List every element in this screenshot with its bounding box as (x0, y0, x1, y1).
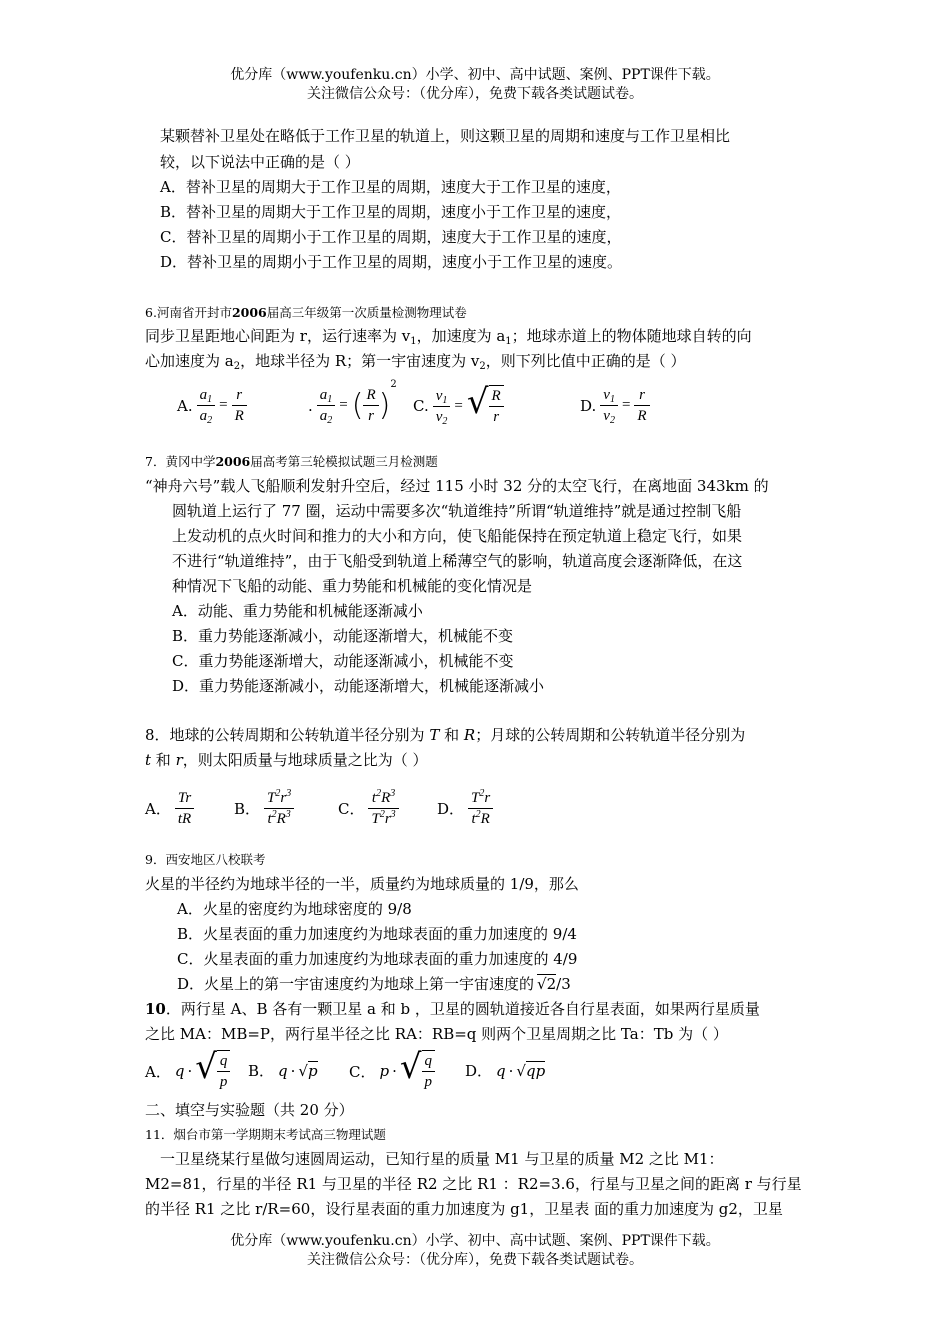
q10-option-c: C． p · √ $\frac{q}{p}$ (349, 1050, 435, 1092)
q5-option-c: C．替补卫星的周期小于工作卫星的周期，速度大于工作卫星的速度， (160, 228, 622, 246)
q7-stem-line2: 圆轨道上运行了 77 圈，运动中需要多次“轨道维持”所谓“轨道维持”就是通过控制飞船 (172, 502, 742, 520)
q8-stem-line1: 8．地球的公转周期和公转轨道半径分别为 T 和 R；月球的公转周期和公转轨道半径分别为 (145, 726, 746, 744)
q9-option-d: D．火星上的第一宇宙速度约为地球上第一宇宙速度的 √2/3 (177, 975, 571, 993)
q6-stem-line1: 同步卫星距地心间距为 r，运行速率为 $v_1$，加速度为 $a_1$；地球赤道上的物体随地球自转的向 (145, 327, 752, 347)
q6-option-a: A. $\frac{a_1}{a_2}$ = $\frac{r}{R}$ (177, 385, 247, 426)
q9-option-c: C．火星表面的重力加速度约为地球表面的重力加速度的 4/9 (177, 950, 578, 968)
q6-option-b: . $\frac{a_1}{a_2}$ = ( $\frac{R}{r}$ ) 2 (308, 379, 397, 426)
q10-stem-line2: 之比 MA：MB=P，两行星半径之比 RA：RB=q 则两个卫星周期之比 Ta：Tb 为（ ） (145, 1025, 728, 1043)
q10-stem-line1: 10．两行星 A、B 各有一颗卫星 a 和 b ，卫星的圆轨道接近各自行星表面，如果两行星质量 (145, 1000, 760, 1018)
q7-stem-line5: 种情况下飞船的动能、重力势能和机械能的变化情况是 (172, 577, 533, 595)
q8-option-b: B． $\frac{T^2r^3}{t^2R^3}$ (234, 788, 294, 829)
q8-option-d: D． $\frac{T^2r}{t^2R}$ (437, 788, 493, 829)
q11-stem-line1: 一卫星绕某行星做匀速圆周运动，已知行星的质量 M1 与卫星的质量 M2 之比 M1： (160, 1150, 724, 1168)
q6-option-c: C. $\frac{v_1}{v_2}$ = √ $\frac{R}{r}$ (413, 385, 504, 427)
q8-option-c: C． $\frac{t^2R^3}{T^2r^3}$ (338, 788, 399, 829)
q9-option-a: A．火星的密度约为地球密度的 9/8 (177, 900, 412, 918)
q10-option-a: A． q · √ $\frac{q}{p}$ (145, 1050, 230, 1092)
q5-stem-line1: 某颗替补卫星处在略低于工作卫星的轨道上，则这颗卫星的周期和速度与工作卫星相比 (160, 127, 731, 145)
page-header-line2: 关注微信公众号：（优分库），免费下载各类试题试卷。 (307, 86, 643, 102)
page-footer-line1: 优分库（www.youfenku.cn）小学、初中、高中试题、案例、PPT课件下载。 (230, 1233, 720, 1249)
q7-stem-line4: 不进行“轨道维持”，由于飞船受到轨道上稀薄空气的影响，轨道高度会逐渐降低，在这 (172, 552, 743, 570)
q11-stem-line3: 的半径 R1 之比 r/R=60，设行星表面的重力加速度为 g1，卫星表 面的重力加速度为 g2，卫星 (145, 1200, 783, 1218)
q5-option-b: B．替补卫星的周期大于工作卫星的周期，速度小于工作卫星的速度， (160, 203, 622, 221)
q10-option-b: B． q · √ p (248, 1061, 318, 1080)
q9-stem: 火星的半径约为地球半径的一半，质量约为地球质量的 1/9，那么 (145, 875, 579, 893)
q9-option-b: B．火星表面的重力加速度约为地球表面的重力加速度的 9/4 (177, 925, 577, 943)
q10-option-d: D． q · √ qp (465, 1061, 546, 1080)
q6-source: 6.河南省开封市2006届高三年级第一次质量检测物理试卷 (145, 305, 467, 320)
q6-stem-line2: 心加速度为 $a_2$，地球半径为 R；第一宇宙速度为 $v_2$，则下列比值中正确的是（ ） (145, 352, 686, 372)
q6-option-d: D. $\frac{v_1}{v_2}$ = $\frac{r}{R}$ (580, 385, 650, 426)
q5-option-d: D．替补卫星的周期小于工作卫星的周期，速度小于工作卫星的速度。 (160, 253, 623, 271)
q7-option-d: D．重力势能逐渐减小，动能逐渐增大，机械能逐渐减小 (172, 677, 545, 695)
q9-source: 9．西安地区八校联考 (145, 852, 266, 867)
q7-source: 7．黄冈中学2006届高考第三轮模拟试题三月检测题 (145, 454, 438, 469)
q7-stem-line3: 上发动机的点火时间和推力的大小和方向，使飞船能保持在预定轨道上稳定飞行，如果 (172, 527, 743, 545)
q11-stem-line2: M2=81，行星的半径 R1 与卫星的半径 R2 之比 R1 ：R2=3.6，行星与卫星之间的距离 r 与行星 (145, 1175, 802, 1193)
q8-stem-line2: t 和 r，则太阳质量与地球质量之比为（ ） (145, 751, 428, 769)
page-header-line1: 优分库（www.youfenku.cn）小学、初中、高中试题、案例、PPT课件下载。 (230, 67, 720, 83)
q11-source: 11．烟台市第一学期期末考试高三物理试题 (145, 1127, 386, 1142)
q5-option-a: A．替补卫星的周期大于工作卫星的周期，速度大于工作卫星的速度， (160, 178, 621, 196)
page-footer-line2: 关注微信公众号：（优分库），免费下载各类试题试卷。 (307, 1252, 643, 1268)
q8-option-a: A． $\frac{Tr}{tR}$ (145, 788, 194, 829)
q7-option-c: C．重力势能逐渐增大，动能逐渐减小，机械能不变 (172, 652, 514, 670)
q7-stem-line1: “神舟六号”载人飞船顺利发射升空后，经过 115 小时 32 分的太空飞行，在离地面 343km 的 (145, 477, 769, 495)
q7-option-b: B．重力势能逐渐减小，动能逐渐增大，机械能不变 (172, 627, 514, 645)
section-2-heading: 二、填空与实验题（共 20 分） (145, 1101, 354, 1119)
q5-stem-line2: 较，以下说法中正确的是（ ） (160, 153, 360, 171)
q7-option-a: A．动能、重力势能和机械能逐渐减小 (172, 602, 423, 620)
